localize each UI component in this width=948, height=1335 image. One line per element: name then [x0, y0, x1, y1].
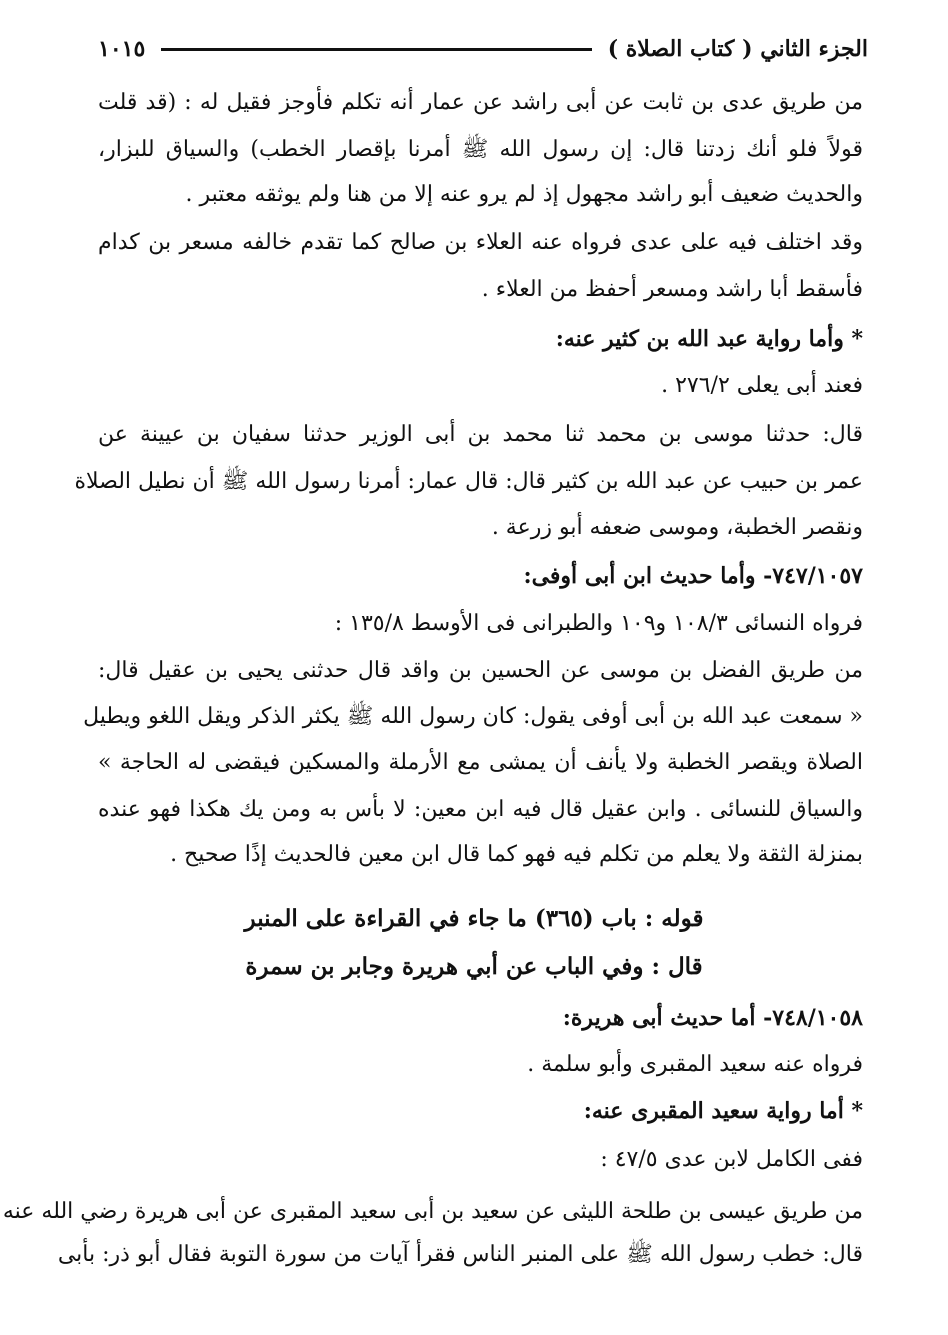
section-heading: * أما رواية سعيد المقبرى عنه:	[583, 1098, 863, 1124]
text-line: قولاً فلو أنك زدتنا قال: إن رسول الله ﷺ أمرنا بإقصار الخطب) والسياق للبزار،	[98, 137, 863, 162]
text-line: ففى الكامل لابن عدى ٤٧/٥ :	[600, 1147, 863, 1172]
text-line: والسياق للنسائى . وابن عقيل قال فيه ابن معين: لا بأس به ومن يك هكذا فهو عنده	[98, 797, 863, 822]
text-line: فأسقط أبا راشد ومسعر أحفظ من العلاء .	[481, 277, 863, 302]
running-title: الجزء الثاني ( كتاب الصلاة )	[607, 36, 868, 62]
header-rule	[161, 48, 591, 51]
text-line: وقد اختلف فيه على عدى فرواه عنه العلاء بن صالح كما تقدم خالفه مسعر بن كدام	[98, 230, 863, 255]
text-line: الصلاة ويقصر الخطبة ولا يأنف أن يمشى مع الأرملة والمسكين فيقضى له الحاجة »	[98, 750, 863, 775]
chapter-title: قوله : باب (٣٦٥) ما جاء في القراءة على المنبر	[244, 905, 704, 932]
text-line: قال: حدثنا موسى بن محمد ثنا محمد بن أبى الوزير حدثنا سفيان بن عيينة عن	[98, 422, 863, 447]
page-number: ١٠١٥	[98, 36, 146, 62]
text-line: فرواه عنه سعيد المقبرى وأبو سلمة .	[527, 1052, 863, 1077]
text-line: والحديث ضعيف أبو راشد مجهول إذ لم يرو عنه إلا من هنا ولم يوثقه معتبر .	[185, 182, 863, 207]
text-line: عمر بن حبيب عن عبد الله بن كثير قال: قال عمار: أمرنا رسول الله ﷺ أن نطيل الصلاة	[74, 469, 863, 494]
text-line: قال: خطب رسول الله ﷺ على المنبر الناس فقرأ آيات من سورة التوبة فقال أبو ذر: بأبى	[57, 1242, 863, 1267]
page-header	[98, 30, 868, 68]
text-line: فرواه النسائى ١٠٨/٣ و١٠٩ والطبرانى فى الأوسط ١٣٥/٨ :	[334, 611, 863, 636]
hadith-heading: ٧٤٧/١٠٥٧- وأما حديث ابن أبى أوفى:	[523, 563, 863, 589]
text-line: فعند أبى يعلى ٢٧٦/٢ .	[661, 373, 863, 398]
text-line: « سمعت عبد الله بن أبى أوفى يقول: كان رسول الله ﷺ يكثر الذكر ويقل اللغو ويطيل	[83, 704, 863, 729]
section-heading: * وأما رواية عبد الله بن كثير عنه:	[555, 326, 863, 352]
hadith-heading: ٧٤٨/١٠٥٨- أما حديث أبى هريرة:	[562, 1005, 863, 1031]
text-line: ونقصر الخطبة، وموسى ضعفه أبو زرعة .	[491, 515, 863, 540]
text-line: من طريق عدى بن ثابت عن أبى راشد عن عمار أنه تكلم فأوجز فقيل له : (قد قلت	[98, 90, 863, 115]
chapter-subtitle: قال : وفي الباب عن أبي هريرة وجابر بن سمرة	[245, 953, 703, 980]
text-line: من طريق عيسى بن طلحة الليثى عن سعيد بن أبى سعيد المقبرى عن أبى هريرة رضي الله عنه	[2, 1199, 863, 1224]
text-line: من طريق الفضل بن موسى عن الحسين بن واقد قال حدثنى يحيى بن عقيل قال:	[98, 658, 863, 683]
text-line: بمنزلة الثقة ولا يعلم من تكلم فيه فهو كما قال ابن معين فالحديث إذًا صحيح .	[170, 842, 863, 867]
